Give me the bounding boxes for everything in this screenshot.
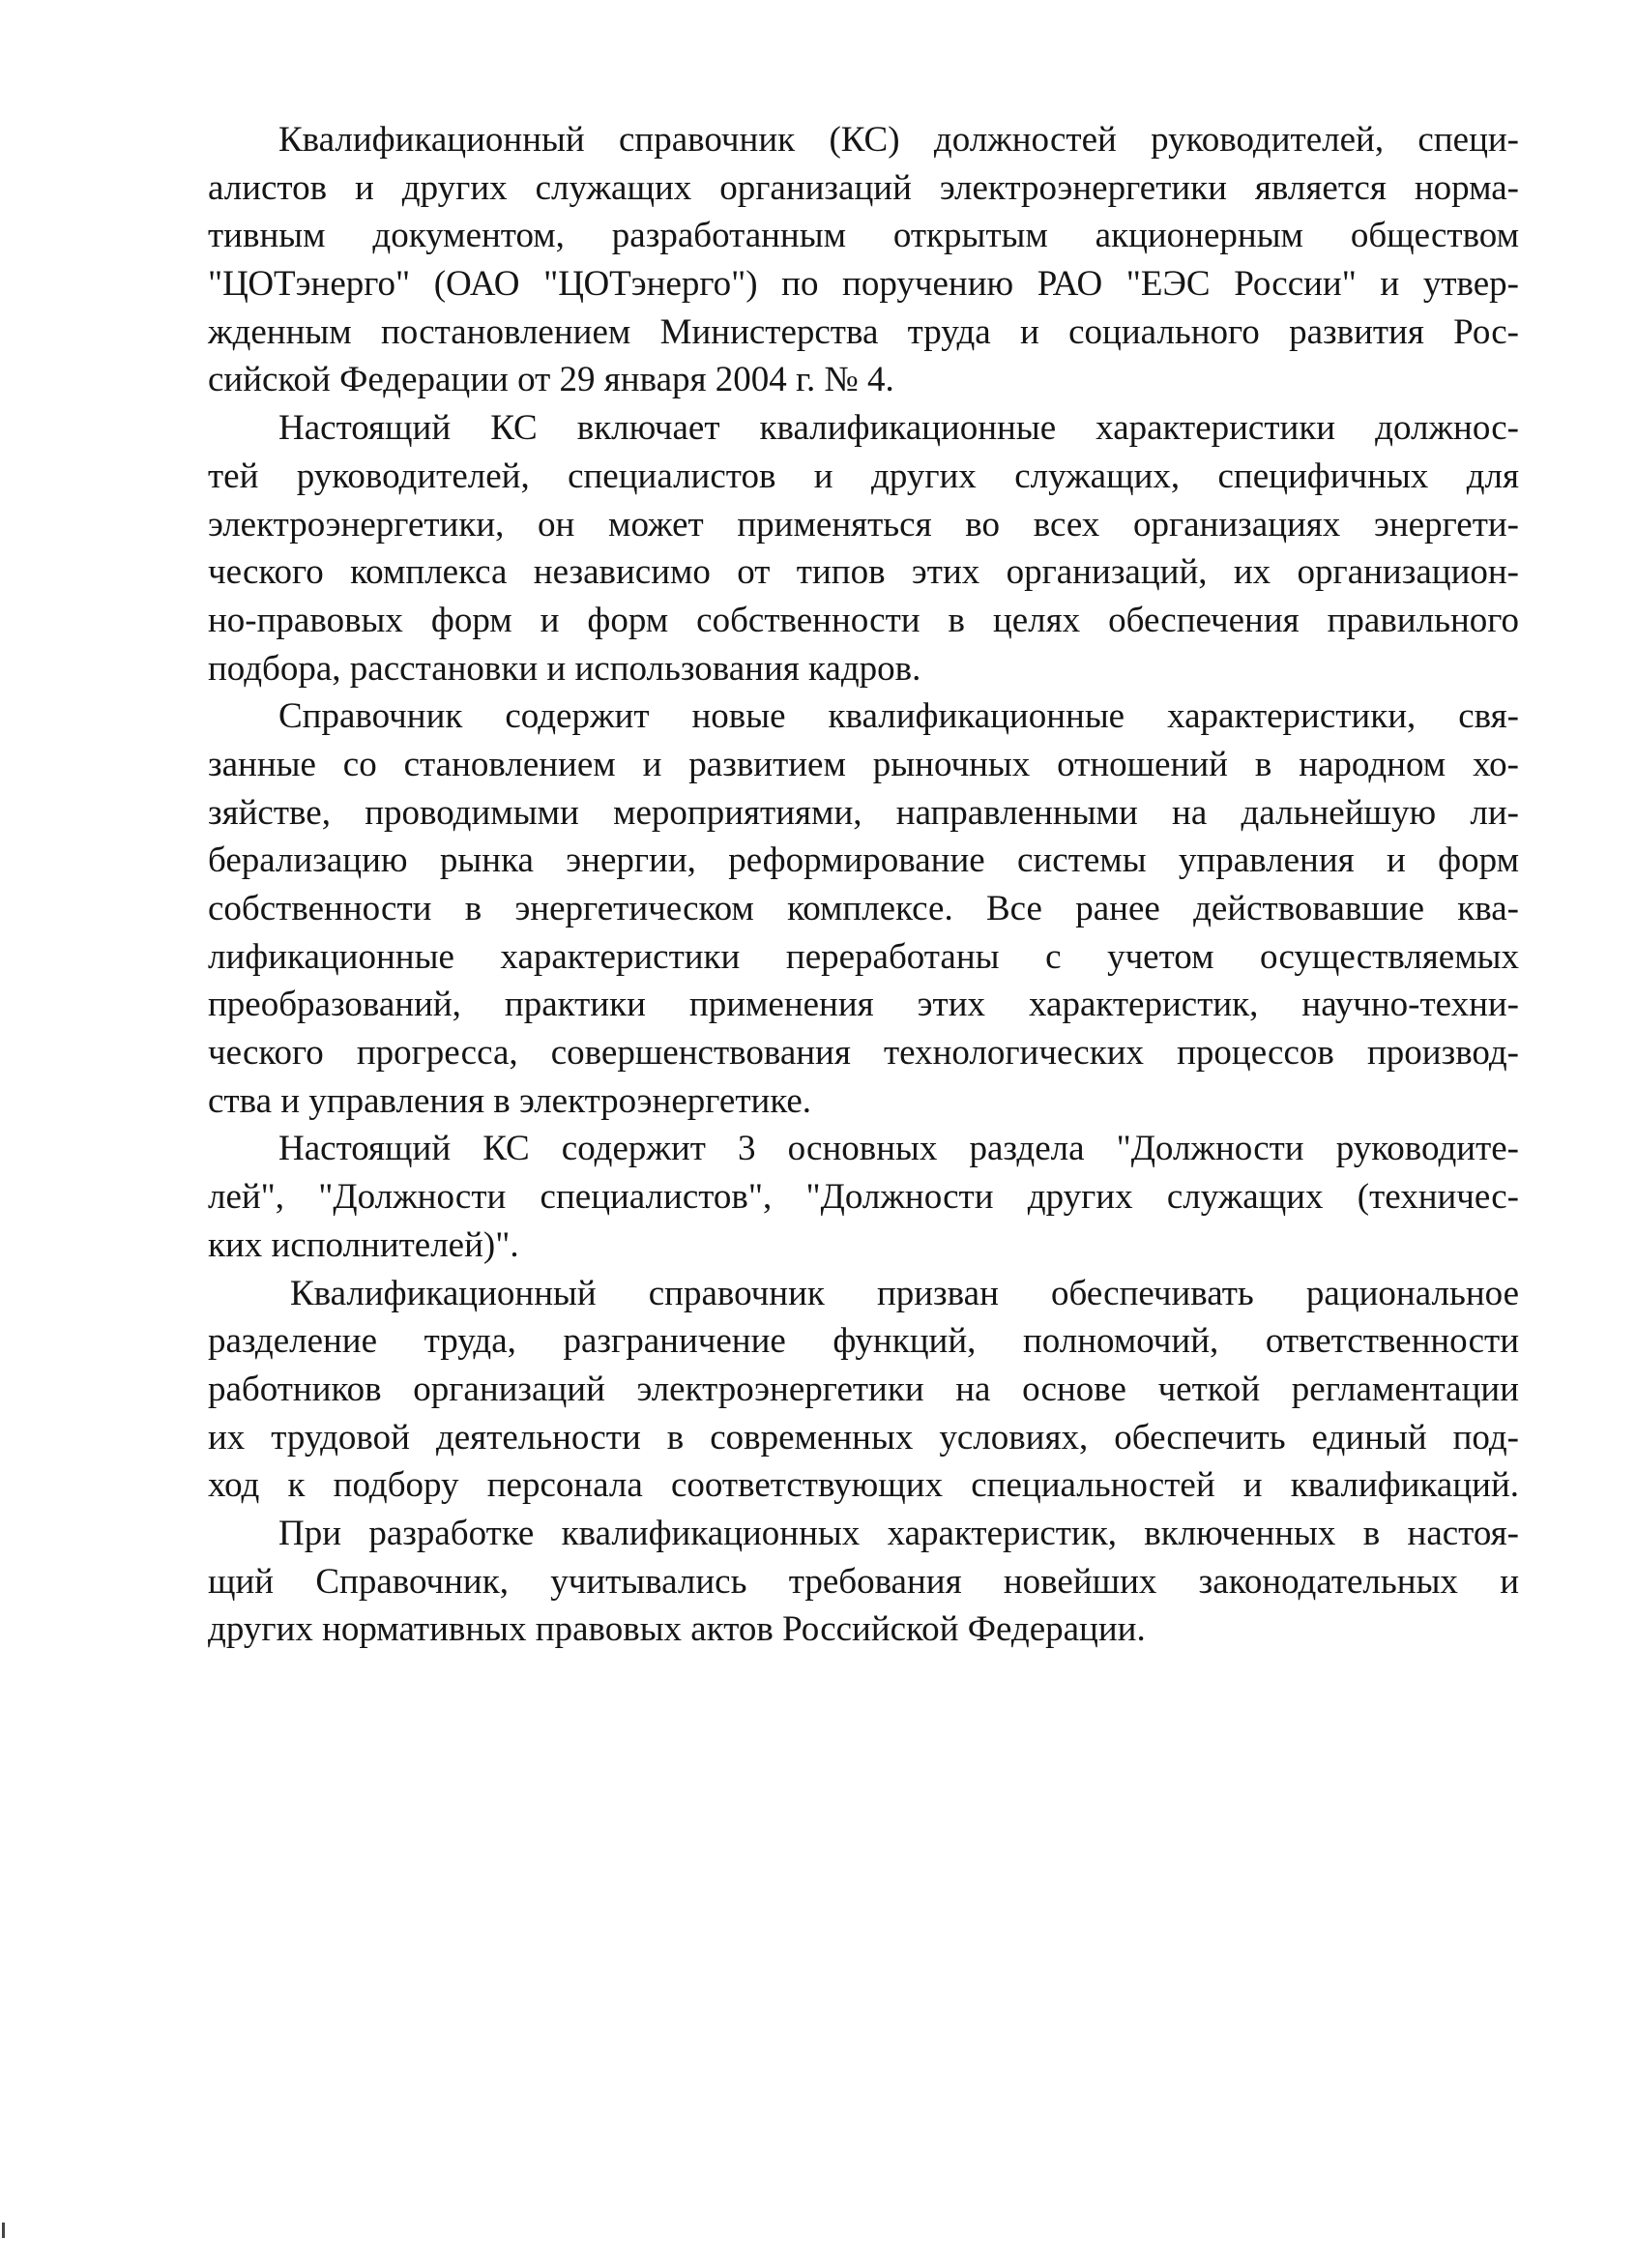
text-line: Настоящий КС включает квалификационные характеристики должнос- xyxy=(278,408,1519,449)
text-line: других нормативных правовых актов Российской Федерации. xyxy=(208,1609,1146,1650)
text-line: "ЦОТэнерго" (ОАО "ЦОТэнерго") по поручению РАО "ЕЭС России" и утвер- xyxy=(208,264,1519,305)
text-line: жденным постановлением Министерства труда и социального развития Рос- xyxy=(208,311,1519,352)
document-body xyxy=(208,116,1519,1654)
paragraph-introduction xyxy=(208,116,1519,404)
text-line: Настоящий КС содержит 3 основных раздела "Должности руководите- xyxy=(278,1129,1519,1169)
text-line: тивным документом, разработанным открытым акционерным обществом xyxy=(208,216,1519,256)
scan-edge-mark xyxy=(2,2223,5,2238)
text-line: зяйстве, проводимыми мероприятиями, направленными на дальнейшую ли- xyxy=(208,792,1519,833)
text-line: лей", "Должности специалистов", "Должности других служащих (техничес- xyxy=(208,1177,1519,1218)
text-line: ход к подбору персонала соответствующих специальностей и квалификаций. xyxy=(208,1465,1519,1506)
text-line: Квалификационный справочник (КС) должностей руководителей, специ- xyxy=(278,120,1519,160)
text-line: При разработке квалификационных характеристик, включенных в настоя- xyxy=(278,1513,1519,1553)
paragraph-purpose xyxy=(208,1270,1519,1510)
text-line: работников организаций электроэнергетики на основе четкой регламентации xyxy=(208,1369,1519,1409)
text-line: щий Справочник, учитывались требования новейших законодательных и xyxy=(208,1561,1519,1602)
text-line: берализацию рынка энергии, реформирование системы управления и форм xyxy=(208,840,1519,881)
text-line: лификационные характеристики переработаны с учетом осуществляемых xyxy=(208,936,1519,977)
text-line: Справочник содержит новые квалификационные характеристики, свя- xyxy=(278,696,1519,737)
text-line: Квалификационный справочник призван обеспечивать рациональное xyxy=(290,1273,1519,1313)
text-line: преобразований, практики применения этих характеристик, научно-техни- xyxy=(208,985,1519,1025)
text-line: алистов и других служащих организаций электроэнергетики является норма- xyxy=(208,167,1519,208)
text-line: их трудовой деятельности в современных условиях, обеспечить единый под- xyxy=(208,1417,1519,1458)
text-line: электроэнергетики, он может применяться во всех организациях энергети- xyxy=(208,504,1519,545)
paragraph-new-characteristics xyxy=(208,692,1519,1125)
paragraph-legal-basis xyxy=(208,1510,1519,1654)
text-line: ческого прогресса, совершенствования технологических процессов производ- xyxy=(208,1033,1519,1074)
text-line: тей руководителей, специалистов и других служащих, специфичных для xyxy=(208,456,1519,496)
paragraph-scope xyxy=(208,404,1519,692)
text-line: собственности в энергетическом комплексе. Все ранее действовавшие ква- xyxy=(208,889,1519,928)
text-line: сийской Федерации от 29 января 2004 г. № 4. xyxy=(208,360,894,400)
paragraph-sections xyxy=(208,1125,1519,1269)
text-line: ких исполнителей)". xyxy=(208,1224,519,1265)
text-line: но-правовых форм и форм собственности в целях обеспечения правильного xyxy=(208,600,1519,640)
text-line: занные со становлением и развитием рыночных отношений в народном хо- xyxy=(208,744,1519,784)
text-line: подбора, расстановки и использования кадров. xyxy=(208,648,921,689)
text-line: ства и управления в электроэнергетике. xyxy=(208,1080,812,1121)
text-line: ческого комплекса независимо от типов этих организаций, их организацион- xyxy=(208,552,1519,593)
text-line: разделение труда, разграничение функций, полномочий, ответственности xyxy=(208,1321,1519,1362)
